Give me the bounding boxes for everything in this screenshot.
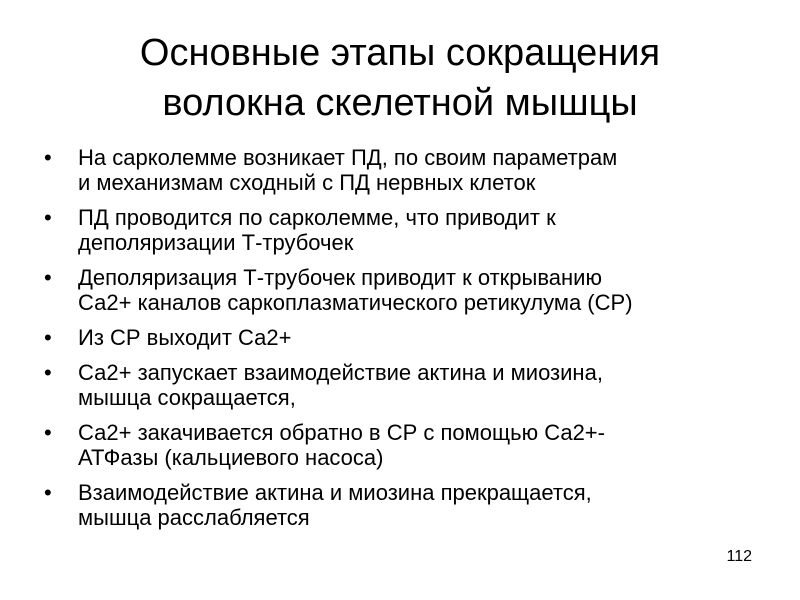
bullet-icon: • [44,480,52,505]
bullet-icon: • [44,420,52,445]
slide-title [40,28,760,128]
bullet-text-line: деполяризации Т-трубочек [78,230,354,255]
bullet-icon: • [44,360,52,385]
bullet-text-line: ПД проводится по сарколемме, что приводит к [78,205,556,230]
bullet-text-line: и механизмам сходный с ПД нервных клеток [78,170,536,195]
slide-title-line-2: волокна скелетной мышцы [162,82,638,124]
bullet-text-line: Са2+ запускает взаимодействие актина и миозина, [78,360,603,385]
bullet-text-line: Из СР выходит Са2+ [78,325,292,350]
bullet-list [44,145,759,540]
bullet-text-line: мышца расслабляется [78,505,310,530]
bullet-item-3 [44,265,759,315]
bullet-text-line: На сарколемме возникает ПД, по своим параметрам [78,145,618,170]
page-number: 112 [726,548,752,565]
bullet-text-line: Деполяризация Т-трубочек приводит к открыванию [78,265,602,290]
slide-title-line-1: Основные этапы сокращения [139,32,661,74]
bullet-item-1 [44,145,759,195]
bullet-item-2 [44,205,759,255]
bullet-item-5 [44,360,759,410]
bullet-icon: • [44,145,52,170]
bullet-item-7 [44,480,759,530]
bullet-item-4 [44,325,759,350]
bullet-text-line: АТФазы (кальциевого насоса) [78,445,384,470]
bullet-icon: • [44,205,52,230]
bullet-icon: • [44,265,52,290]
bullet-text-line: Взаимодействие актина и миозина прекращается, [78,480,592,505]
bullet-icon: • [44,325,52,350]
bullet-text-line: Са2+ закачивается обратно в СР с помощью Са2+- [78,420,605,445]
bullet-text-line: Са2+ каналов саркоплазматического ретикулума (СР) [78,290,633,315]
bullet-text-line: мышца сокращается, [78,385,296,410]
bullet-item-6 [44,420,759,470]
